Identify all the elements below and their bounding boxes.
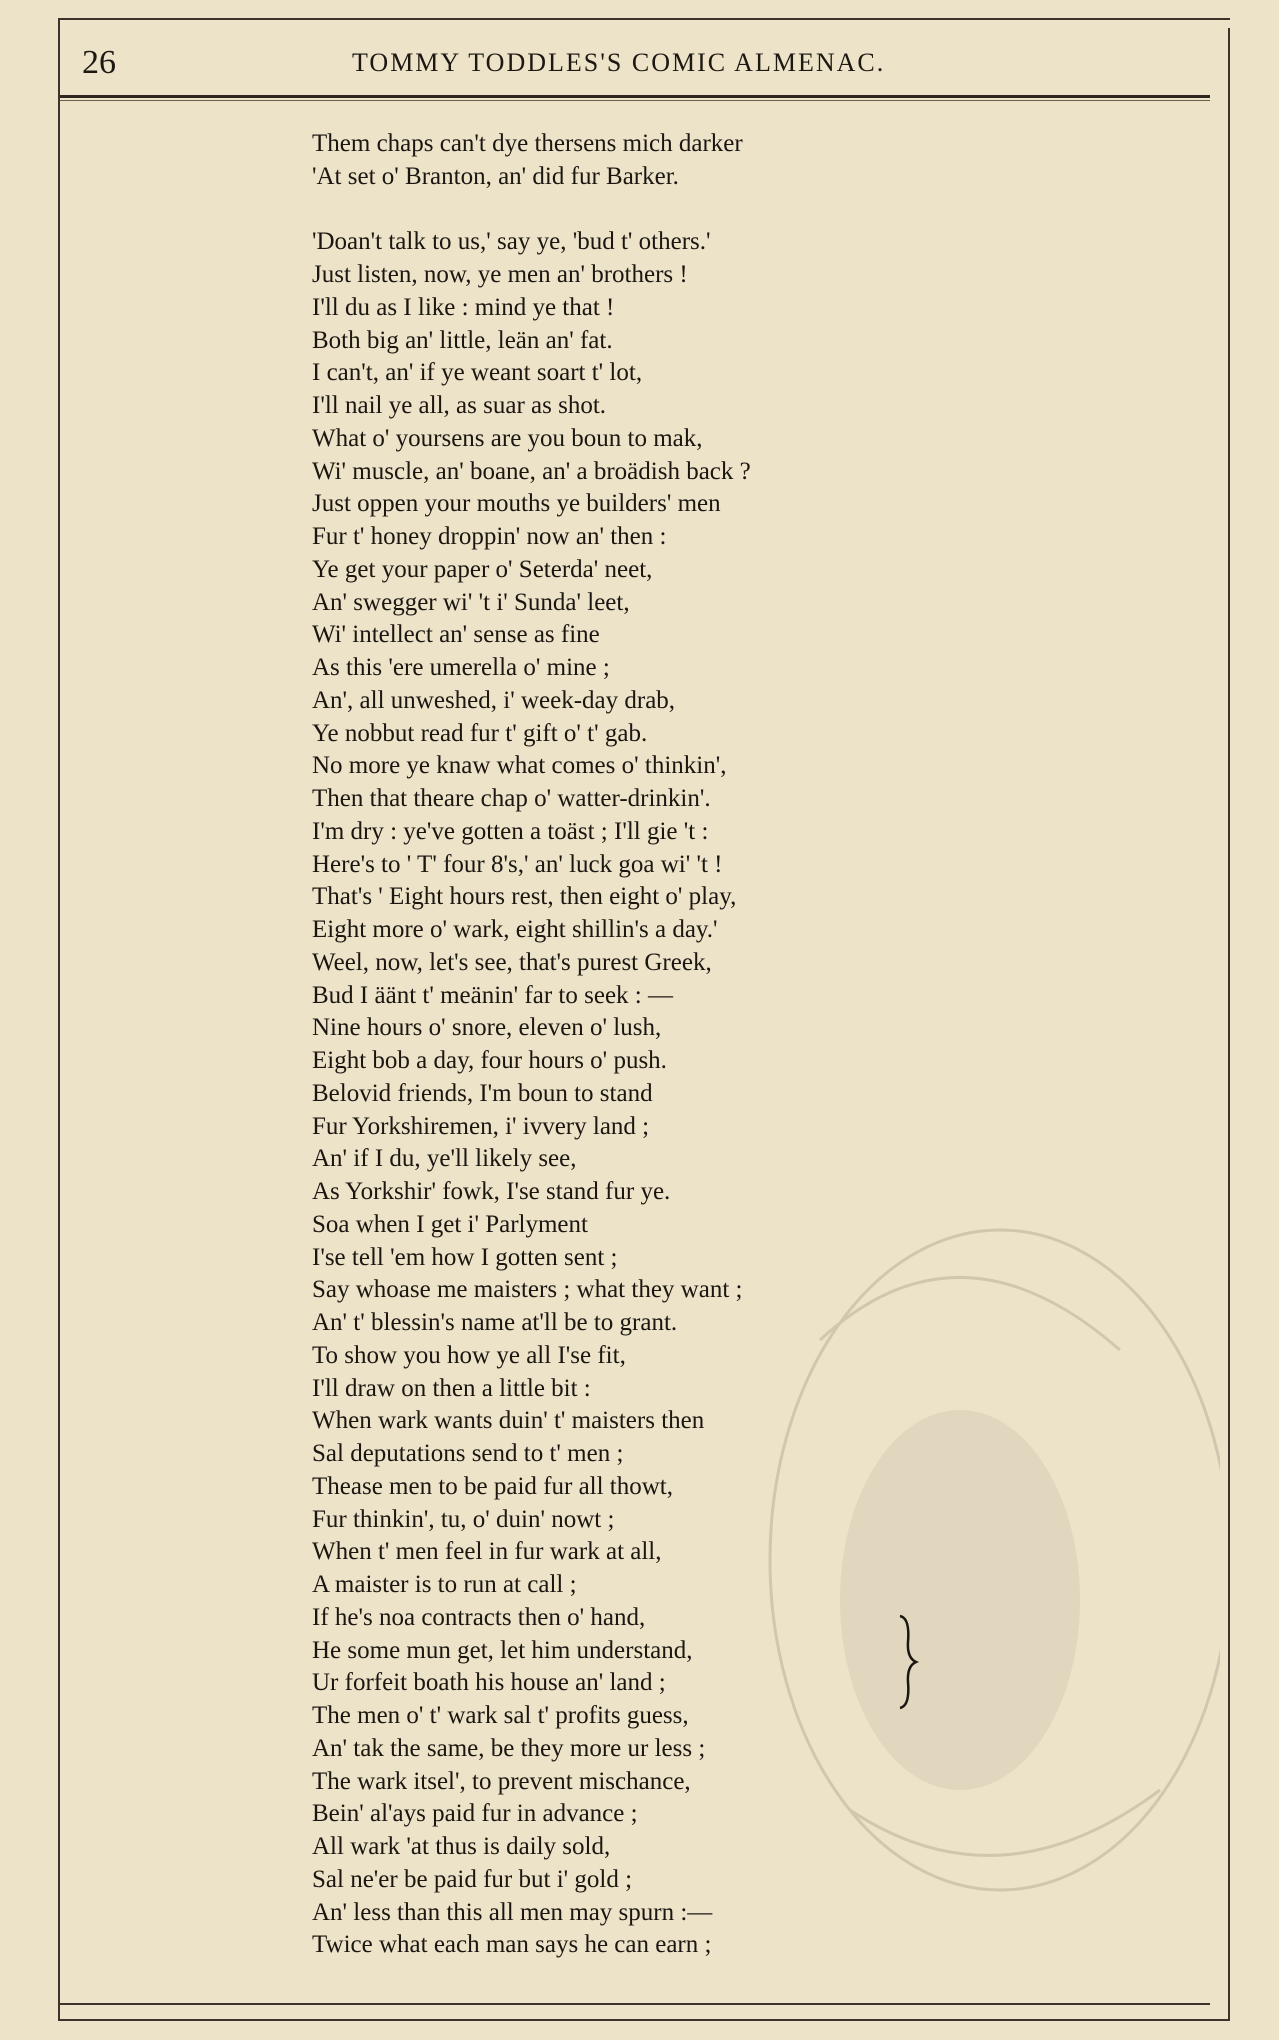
poem-line: An' t' blessin's name at'll be to grant. [312, 1309, 678, 1336]
poem-line: Soa when I get i' Parlyment [312, 1210, 588, 1238]
poem-line: Just listen, now, ye men an' brothers ! [312, 261, 688, 288]
poem-line: I'll du as I like : mind ye that ! [312, 293, 615, 321]
poem-line: Bein' al'ays paid fur in advance ; [312, 1800, 638, 1828]
poem-line: I'se tell 'em how I gotten sent ; [312, 1243, 618, 1271]
poem-line: As Yorkshir' fowk, I'se stand fur ye. [312, 1178, 671, 1205]
poem-line: I'll draw on then a little bit : [312, 1374, 591, 1402]
poem-line: I'm dry : ye've gotten a toäst ; I'll gie 't : [312, 817, 709, 845]
poem-line: If he's noa contracts then o' hand, [312, 1603, 646, 1631]
poem-line: Here's to ' T' four 8's,' an' luck goa wi' 't ! [312, 850, 723, 878]
poem-line: Ur forfeit boath his house an' land ; [312, 1669, 666, 1697]
poem-line: An' less than this all men may spurn :— [312, 1898, 713, 1926]
page-frame-right [1228, 28, 1230, 2021]
poem-line: No more ye knaw what comes o' thinkin', [312, 752, 727, 780]
header-rule-thin [60, 100, 1210, 101]
poem-line: 'At set o' Branton, an' did fur Barker. [312, 162, 679, 190]
poem-line: Both big an' little, leän an' fat. [312, 326, 613, 354]
footer-rule [60, 2003, 1210, 2005]
poem-line: Nine hours o' snore, eleven o' lush, [312, 1014, 662, 1042]
poem-line: Just oppen your mouths ye builders' men [312, 490, 721, 518]
poem-line: Then that theare chap o' watter-drinkin'. [312, 785, 711, 812]
poem-line: Thease men to be paid fur all thowt, [312, 1472, 673, 1500]
poem-line: As this 'ere umerella o' mine ; [312, 654, 610, 681]
poem-line: Weel, now, let's see, that's purest Greek, [312, 948, 712, 976]
poem-line: The men o' t' wark sal t' profits guess, [312, 1702, 689, 1729]
poem-line: That's ' Eight hours rest, then eight o' play, [312, 883, 737, 911]
poem-line: Them chaps can't dye thersens mich darker [312, 130, 743, 157]
poem-line: Fur thinkin', tu, o' duin' nowt ; [312, 1505, 615, 1533]
poem-line: When wark wants duin' t' maisters then [312, 1407, 705, 1435]
poem-line: Wi' intellect an' sense as fine [312, 621, 600, 649]
poem-line: Belovid friends, I'm boun to stand [312, 1079, 653, 1107]
poem-line: The wark itsel', to prevent mischance, [312, 1767, 691, 1795]
poem-line: All wark 'at thus is daily sold, [312, 1833, 611, 1860]
page-header [82, 40, 1212, 86]
poem-line: When t' men feel in fur wark at all, [312, 1538, 662, 1566]
page-frame-top [58, 18, 1230, 20]
poem-line: Eight more o' wark, eight shillin's a day.' [312, 916, 718, 943]
poem-line: Fur t' honey droppin' now an' then : [312, 523, 667, 550]
poem-line: Fur Yorkshiremen, i' ivvery land ; [312, 1112, 650, 1140]
page-number: 26 [82, 44, 116, 81]
poem-line: A maister is to run at call ; [312, 1571, 577, 1598]
poem-line: Sal ne'er be paid fur but i' gold ; [312, 1865, 633, 1893]
poem-line: Bud I äänt t' meänin' far to seek : — [312, 981, 673, 1009]
poem-line: Sal deputations send to t' men ; [312, 1440, 624, 1467]
right-brace [896, 1612, 920, 1712]
poem-line: What o' yoursens are you boun to mak, [312, 424, 703, 452]
poem-line: He some mun get, let him understand, [312, 1636, 693, 1664]
poem-line: I can't, an' if ye weant soart t' lot, [312, 359, 643, 387]
poem-line: An' tak the same, be they more ur less ; [312, 1734, 706, 1762]
poem-line: To show you how ye all I'se fit, [312, 1341, 626, 1369]
poem-line: Eight bob a day, four hours o' push. [312, 1047, 667, 1074]
poem-line: Ye nobbut read fur t' gift o' t' gab. [312, 719, 648, 747]
poem-line: Say whoase me maisters ; what they want ; [312, 1276, 743, 1304]
poem-line: An', all unweshed, i' week-day drab, [312, 686, 676, 714]
page-frame-bottom [58, 2019, 1230, 2021]
poem-line: Wi' muscle, an' boane, an' a broädish back ? [312, 457, 751, 485]
poem-line: I'll nail ye all, as suar as shot. [312, 392, 607, 419]
poem-line: Twice what each man says he can earn ; [312, 1931, 712, 1959]
page-frame-left [58, 18, 60, 2021]
poem-line: An' swegger wi' 't i' Sunda' leet, [312, 588, 630, 616]
running-title: TOMMY TODDLES'S COMIC ALMENAC. [352, 48, 886, 77]
poem-line: 'Doan't talk to us,' say ye, 'bud t' others.' [312, 228, 711, 256]
poem-line: An' if I du, ye'll likely see, [312, 1145, 577, 1173]
poem-line: Ye get your paper o' Seterda' neet, [312, 555, 653, 583]
stanza-break [312, 194, 1012, 227]
header-rule [60, 95, 1210, 98]
